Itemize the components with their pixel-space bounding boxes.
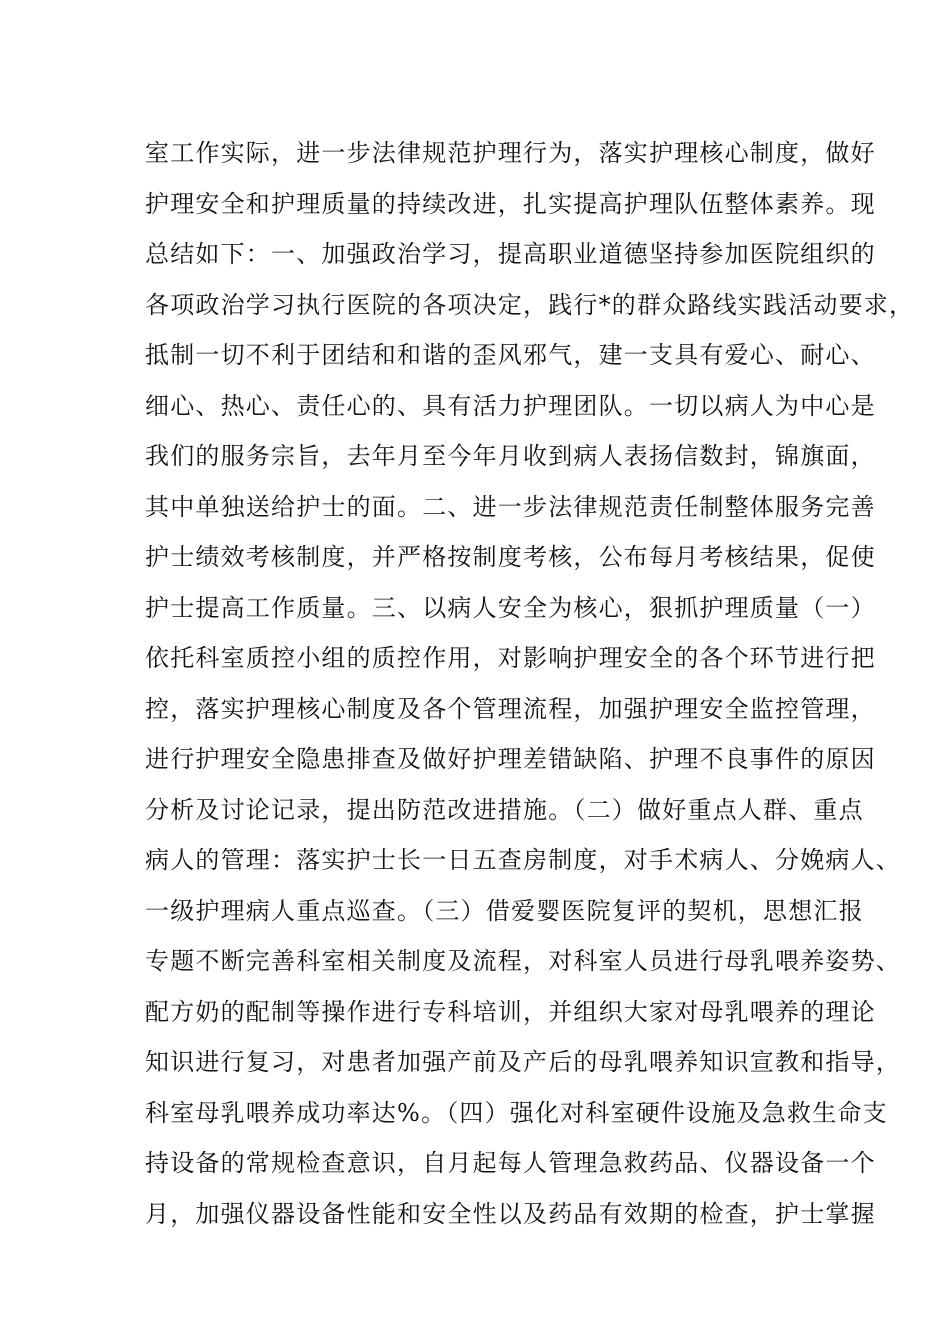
text-line: 配方奶的配制等操作进行专科培训，并组织大家对母乳喂养的理论	[145, 997, 876, 1026]
text-line: 分析及讨论记录，提出防范改进措施。（二）做好重点人群、重点	[145, 795, 864, 824]
text-line: 专题不断完善科室相关制度及流程，对科室人员进行母乳喂养姿势、	[145, 947, 901, 975]
text-line: 一级护理病人重点巡查。（三）借爱婴医院复评的契机，思想汇报	[145, 896, 864, 925]
text-line: 控，落实护理核心制度及各个管理流程，加强护理安全监控管理，	[145, 694, 876, 723]
text-line: 各项政治学习执行医院的各项决定，践行*的群众路线实践活动要求，	[145, 290, 915, 319]
body-text	[145, 128, 915, 1239]
text-line: 护士提高工作质量。三、以病人安全为核心，狠抓护理质量（一）	[145, 593, 876, 622]
text-line: 室工作实际，进一步法律规范护理行为，落实护理核心制度，做好	[145, 139, 876, 167]
text-line: 病人的管理：落实护士长一日五查房制度，对手术病人、分娩病人、	[145, 846, 901, 874]
text-line: 知识进行复习，对患者加强产前及产后的母乳喂养知识宣教和指导，	[145, 1048, 901, 1076]
text-line: 细心、热心、责任心的、具有活力护理团队。一切以病人为中心是	[145, 391, 876, 420]
text-line: 进行护理安全隐患排查及做好护理差错缺陷、护理不良事件的原因	[145, 745, 876, 773]
text-line: 科室母乳喂养成功率达%。（四）强化对科室硬件设施及急救生命支	[145, 1098, 888, 1127]
text-line: 护士绩效考核制度，并严格按制度考核，公布每月考核结果，促使	[145, 543, 876, 571]
text-line: 其中单独送给护士的面。二、进一步法律规范责任制整体服务完善	[145, 492, 876, 521]
text-line: 总结如下：一、加强政治学习，提高职业道德坚持参加医院组织的	[145, 240, 876, 268]
text-line: 抵制一切不利于团结和和谐的歪风邪气，建一支具有爱心、耐心、	[145, 341, 876, 369]
text-line: 月，加强仪器设备性能和安全性以及药品有效期的检查，护士掌握	[145, 1199, 876, 1228]
text-line: 我们的服务宗旨，去年月至今年月收到病人表扬信数封，锦旗面，	[145, 442, 876, 470]
text-line: 持设备的常规检查意识，自月起每人管理急救药品、仪器设备一个	[145, 1149, 876, 1177]
text-line: 依托科室质控小组的质控作用，对影响护理安全的各个环节进行把	[145, 644, 876, 672]
text-line: 护理安全和护理质量的持续改进，扎实提高护理队伍整体素养。现	[145, 189, 876, 218]
